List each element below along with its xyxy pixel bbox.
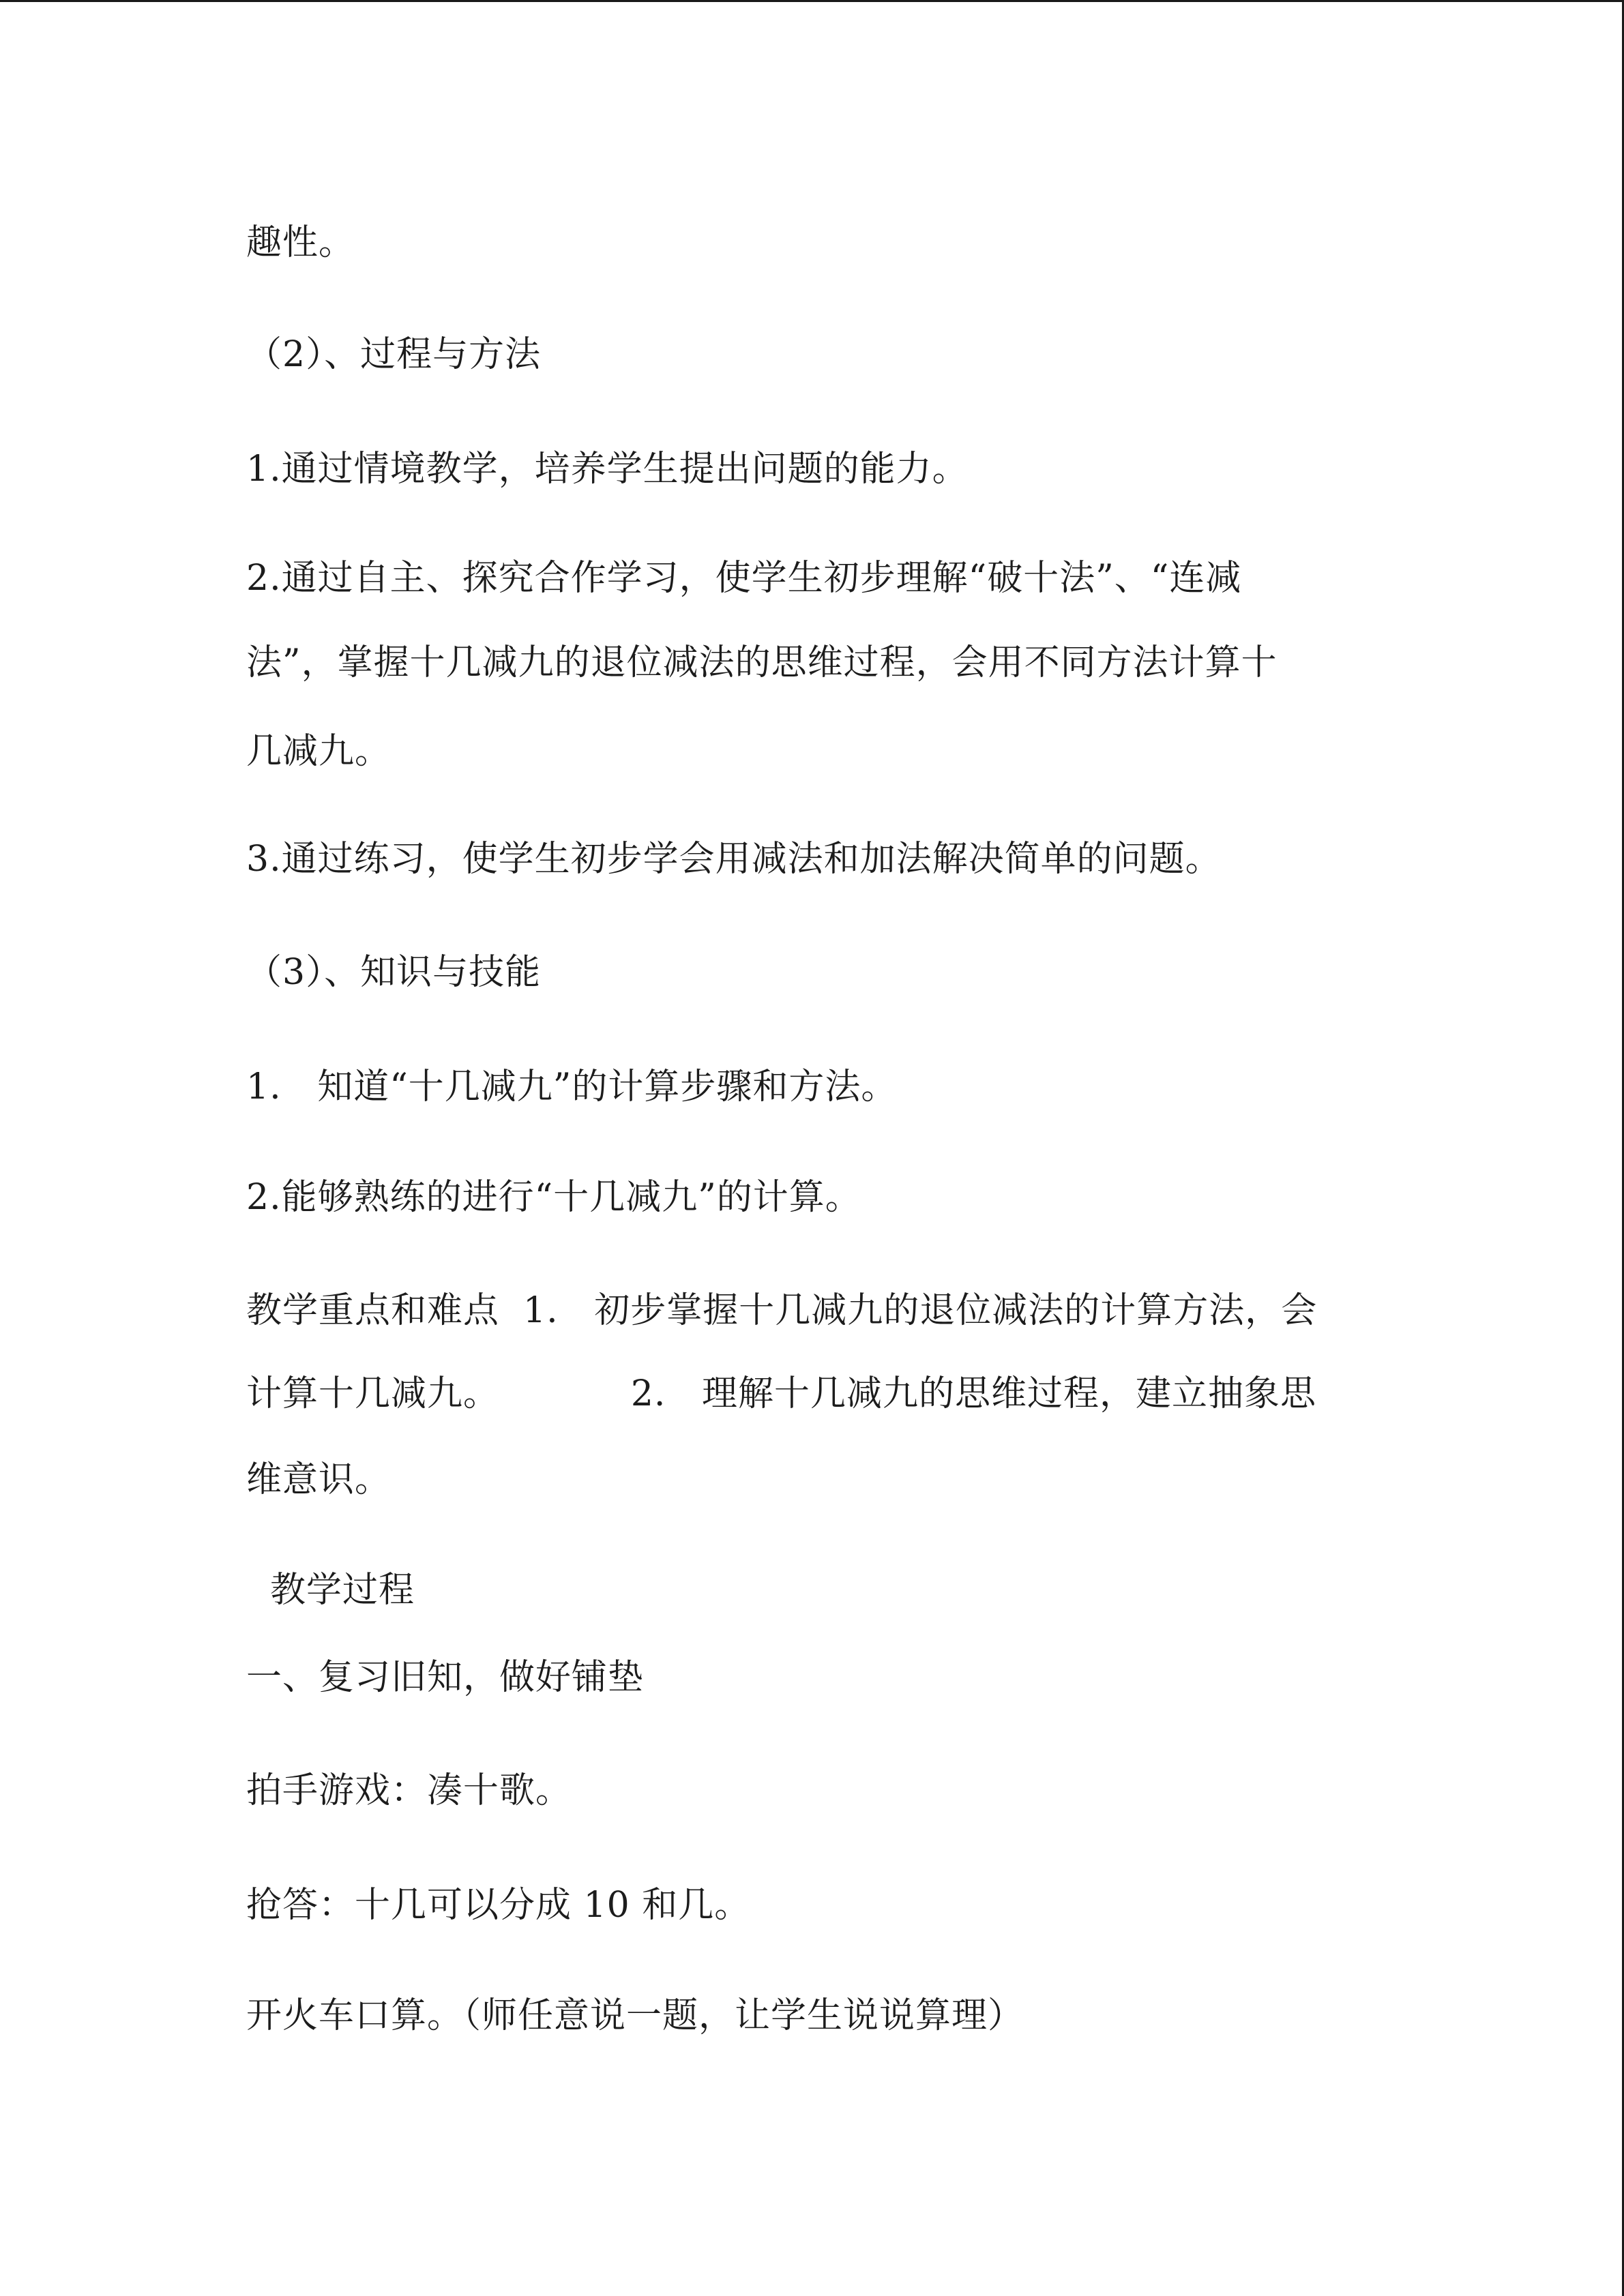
- text-line: 维意识。: [246, 1459, 392, 1500]
- section-heading-knowledge-skill: （3）、知识与技能: [246, 952, 542, 993]
- text-line: 1.通过情境教学，培养学生提出问题的能力。: [246, 449, 969, 490]
- text-line: 2.能够熟练的进行“十几减九”的计算。: [246, 1177, 861, 1218]
- text-line: 计算十几减九。 2. 理解十几减九的思维过程，建立抽象思: [246, 1373, 1317, 1414]
- text-line: 法”，掌握十几减九的退位减法的思维过程，会用不同方法计算十: [246, 642, 1278, 683]
- text-line: 2.通过自主、探究合作学习，使学生初步理解“破十法”、“连减: [246, 558, 1242, 599]
- section-heading-teaching-process: 教学过程: [246, 1570, 415, 1611]
- text-line: 抢答：十几可以分成 10 和几。: [246, 1885, 751, 1926]
- text-line: 3.通过练习，使学生初步学会用减法和加法解决简单的问题。: [246, 839, 1222, 880]
- text-line: 趣性。: [246, 222, 355, 263]
- text-line: 拍手游戏：凑十歌。: [246, 1770, 572, 1811]
- text-line: 几减九。: [246, 731, 392, 772]
- text-line: 1. 知道“十几减九”的计算步骤和方法。: [246, 1067, 898, 1107]
- section-heading-review: 一、复习旧知，做好铺垫: [246, 1657, 645, 1698]
- section-heading-process-method: （2）、过程与方法: [246, 334, 542, 375]
- text-line: 教学重点和难点 1. 初步掌握十几减九的退位减法的计算方法，会: [246, 1290, 1318, 1331]
- text-line: 开火车口算。（师任意说一题，让学生说说算理）: [246, 1995, 1024, 2036]
